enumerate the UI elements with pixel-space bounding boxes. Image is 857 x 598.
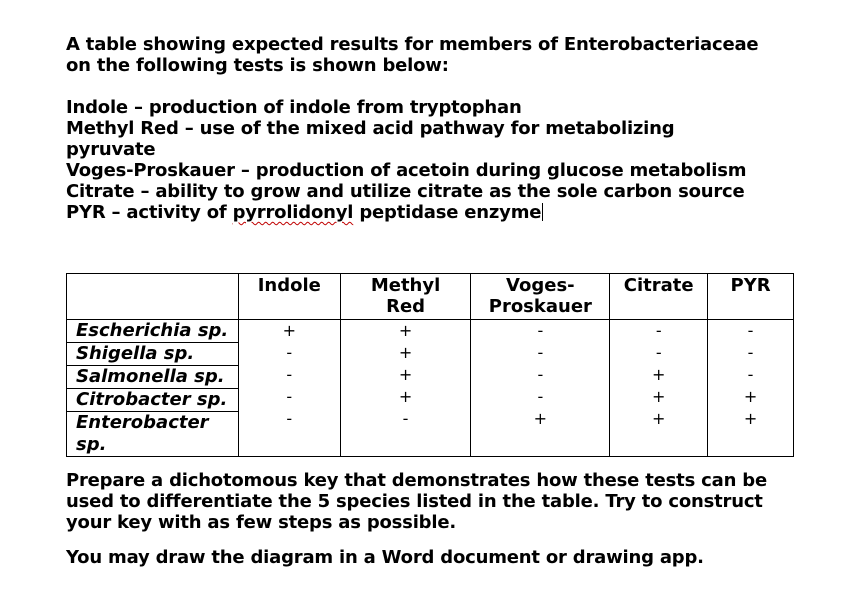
instructions-line-1: Prepare a dichotomous key that demonstrates how these tests can be bbox=[66, 470, 767, 491]
header-pyr bbox=[708, 274, 794, 320]
cell-indole-salmonella: - bbox=[286, 365, 293, 384]
cell-pyr-shigella: - bbox=[747, 343, 754, 362]
cell-mr-shigella: + bbox=[398, 343, 413, 362]
spellcheck-flagged-word[interactable]: pyrrolidonyl bbox=[232, 202, 354, 223]
instructions-line-3: your key with as few steps as possible. bbox=[66, 512, 456, 533]
definition-pyr[interactable] bbox=[66, 202, 806, 223]
voges-proskauer-column bbox=[471, 320, 610, 457]
header-indole-text: Indole bbox=[257, 275, 321, 296]
definition-pyr-suffix: peptidase enzyme bbox=[353, 202, 542, 223]
species-escherichia: Escherichia sp. bbox=[67, 320, 238, 343]
cell-vp-salmonella: - bbox=[537, 365, 544, 384]
text-cursor bbox=[542, 203, 543, 221]
instructions bbox=[66, 470, 806, 582]
intro-line-1: A table showing expected results for members of Enterobacteriaceae bbox=[66, 34, 759, 55]
pyr-column bbox=[708, 320, 794, 457]
cell-pyr-enterobacter: + bbox=[743, 409, 758, 428]
header-vp-line2: Proskauer bbox=[488, 296, 592, 317]
header-vp-line1: Voges- bbox=[506, 275, 575, 296]
instructions-line-2: used to differentiate the 5 species listed in the table. Try to construct bbox=[66, 491, 763, 512]
header-pyr-text: PYR bbox=[730, 275, 771, 296]
cell-indole-shigella: - bbox=[286, 343, 293, 362]
citrate-column bbox=[610, 320, 708, 457]
instructions-paragraph bbox=[66, 470, 806, 533]
cell-pyr-citrobacter: + bbox=[743, 387, 758, 406]
cell-citrate-salmonella: + bbox=[652, 365, 666, 384]
species-citrobacter: Citrobacter sp. bbox=[67, 389, 238, 412]
cell-indole-escherichia: + bbox=[282, 321, 296, 340]
drawing-note bbox=[66, 547, 806, 568]
header-citrate bbox=[610, 274, 708, 320]
species-salmonella: Salmonella sp. bbox=[67, 366, 238, 389]
header-corner bbox=[67, 274, 239, 320]
header-methyl-red-line1: Methyl bbox=[370, 275, 441, 296]
table-header-row bbox=[67, 274, 794, 320]
definition-citrate: Citrate – ability to grow and utilize citrate as the sole carbon source bbox=[66, 181, 745, 202]
species-enterobacter bbox=[67, 412, 238, 456]
intro-paragraph bbox=[66, 34, 806, 76]
cell-mr-citrobacter: + bbox=[398, 387, 413, 406]
species-enterobacter-name: Enterobacter bbox=[76, 412, 209, 433]
cell-pyr-escherichia: - bbox=[747, 321, 754, 340]
definition-methyl-red-cont: pyruvate bbox=[66, 139, 156, 160]
definition-methyl-red: Methyl Red – use of the mixed acid pathway for metabolizing bbox=[66, 118, 675, 139]
header-voges-proskauer bbox=[471, 274, 610, 320]
cell-citrate-citrobacter: + bbox=[652, 387, 666, 406]
cell-pyr-salmonella: - bbox=[747, 365, 754, 384]
results-table bbox=[66, 273, 794, 457]
indole-column bbox=[238, 320, 340, 457]
cell-citrate-escherichia: - bbox=[655, 321, 662, 340]
intro-line-2: on the following tests is shown below: bbox=[66, 55, 449, 76]
definition-pyr-prefix: PYR – activity of bbox=[66, 202, 233, 223]
header-citrate-text: Citrate bbox=[623, 275, 694, 296]
cell-citrate-enterobacter: + bbox=[652, 409, 666, 428]
species-enterobacter-suffix: sp. bbox=[76, 434, 107, 455]
cell-mr-salmonella: + bbox=[398, 365, 413, 384]
document-body bbox=[66, 34, 806, 223]
header-methyl-red bbox=[340, 274, 471, 320]
table-body-row bbox=[67, 320, 794, 457]
definition-indole: Indole – production of indole from tryptophan bbox=[66, 97, 522, 118]
definitions-paragraph bbox=[66, 97, 806, 223]
cell-vp-enterobacter: + bbox=[533, 409, 548, 428]
cell-indole-citrobacter: - bbox=[286, 387, 293, 406]
cell-vp-shigella: - bbox=[537, 343, 544, 362]
species-shigella: Shigella sp. bbox=[67, 343, 238, 366]
header-indole bbox=[238, 274, 340, 320]
header-methyl-red-line2: Red bbox=[386, 296, 426, 317]
cell-citrate-shigella: - bbox=[655, 343, 662, 362]
cell-mr-enterobacter: - bbox=[402, 409, 409, 428]
cell-vp-citrobacter: - bbox=[537, 387, 544, 406]
methyl-red-column bbox=[340, 320, 471, 457]
definition-voges-proskauer: Voges-Proskauer – production of acetoin during glucose metabolism bbox=[66, 160, 747, 181]
drawing-note-text: You may draw the diagram in a Word document or drawing app. bbox=[66, 547, 704, 568]
cell-indole-enterobacter: - bbox=[286, 409, 293, 428]
cell-vp-escherichia: - bbox=[537, 321, 544, 340]
species-column bbox=[67, 320, 239, 457]
cell-mr-escherichia: + bbox=[398, 321, 413, 340]
